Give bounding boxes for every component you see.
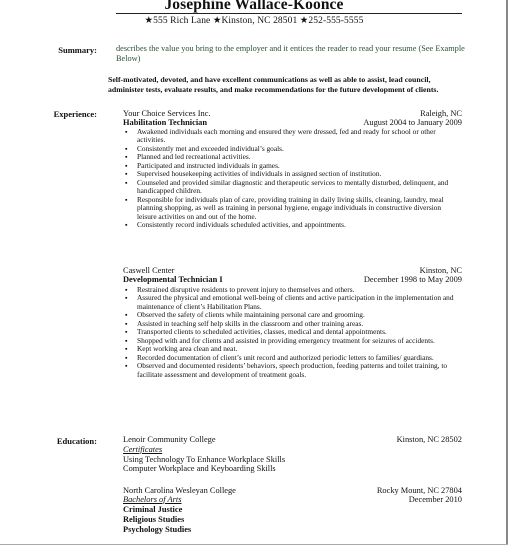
school-1-location: Kinston, NC 28502 (396, 435, 462, 444)
list-item: ▪ Assured the physical and emotional well-being of clients and active participation in the implementation and maintenance of client’s Habilitation Plans. (123, 294, 461, 311)
summary-instruction: describes the value you bring to the employer and it entices the reader to read your resume (See Example Below) (116, 44, 465, 63)
contact-line: ★555 Rich Lane ★Kinston, NC 28501 ★252-555-5555 (144, 16, 364, 26)
list-item: ▪ Consistently met and exceeded individual’s goals. (123, 145, 461, 153)
school-1-credential: Certificates (123, 445, 163, 454)
list-item: ▪ Recorded documentation of client’s unit record and authorized periodic letters to families/ guardians. (123, 354, 461, 362)
summary-text: Self-motivated, devoted, and have excellent communications as well as able to assist, lead council, administer tests, evaluate results, and make recommendations for the future development of clients. (108, 75, 439, 94)
school-2-item: Criminal Justice (123, 505, 183, 514)
job-2-title-row (123, 275, 462, 284)
job-1-title: Habilitation Technician (123, 118, 208, 127)
list-item: ▪ Counseled and provided similar diagnostic and therapeutic services to mentally disturbed, delinquent, and handicapped children. (123, 179, 461, 196)
school-2-name: North Carolina Wesleyan College (123, 486, 236, 495)
list-item: ▪ Kept working area clean and neat. (123, 345, 461, 353)
experience-label: Experience: (53, 109, 97, 119)
job-1-dates: August 2004 to January 2009 (363, 118, 462, 127)
school-2-dates: December 2010 (408, 495, 462, 504)
job-2-header (123, 266, 462, 275)
job-1-title-row (123, 118, 462, 127)
job-2-title: Developmental Technician I (123, 275, 223, 284)
job-1-company: Your Choice Services Inc. (123, 109, 211, 118)
list-item: ▪ Awakened individuals each morning and ensured they were dressed, fed and ready for school or other activities. (123, 128, 461, 145)
job-2-location: Kinston, NC (419, 266, 462, 275)
list-item: ▪ Transported clients to scheduled activities, classes, medical and dental appointments. (123, 328, 461, 336)
list-item: ▪ Restrained disruptive residents to prevent injury to themselves and others. (123, 286, 461, 294)
header-rule (116, 13, 462, 14)
school-1-header (123, 435, 462, 444)
education-label: Education: (56, 436, 97, 446)
school-2-header (123, 486, 462, 495)
list-item: ▪ Shopped with and for clients and assisted in providing emergency treatment for seizures of accidents. (123, 337, 461, 345)
school-2-location: Rocky Mount, NC 27804 (376, 486, 462, 495)
job-2-dates: December 1998 to May 2009 (363, 275, 462, 284)
list-item: ▪ Planned and led recreational activities. (123, 153, 461, 161)
job-1-bullets (123, 128, 461, 229)
school-2-item: Psychology Studies (123, 525, 192, 534)
list-item: ▪ Consistently record individuals scheduled activities, and appointments. (123, 221, 461, 229)
job-2-company: Caswell Center (123, 266, 175, 275)
list-item: ▪ Responsible for individuals plan of care, providing training in daily living skills, cleaning, laundry, meal planning shopping, as well as training in personal hygiene, engage individuals in constructive diversion leisure activities on and out of the home. (123, 196, 461, 221)
job-1-header (123, 109, 462, 118)
list-item: ▪ Participated and instructed individuals in games. (123, 162, 461, 170)
list-item: ▪ Observed and documented residents’ behaviors, speech production, feeding patterns and toilet training, to facilitate assessment and development of treatment goals. (123, 362, 461, 379)
school-1-item: Using Technology To Enhance Workplace Skills (123, 455, 286, 464)
school-2-credential: Bachelors of Arts (123, 495, 182, 504)
list-item: ▪ Observed the safety of clients while maintaining personal care and grooming. (123, 311, 461, 319)
job-1-location: Raleigh, NC (420, 109, 462, 118)
school-1-item: Computer Workplace and Keyboarding Skills (123, 464, 276, 473)
school-2-credential-row (123, 495, 462, 504)
summary-label: Summary: (58, 45, 97, 55)
school-1-name: Lenoir Community College (123, 435, 216, 444)
job-2-bullets (123, 286, 461, 379)
list-item: ▪ Assisted in teaching self help skills in the classroom and other training areas. (123, 320, 461, 328)
school-2-item: Religious Studies (123, 515, 185, 524)
candidate-name: Josephine Wallace-Koonce (164, 0, 344, 13)
list-item: ▪ Supervised housekeeping activities of individuals in assigned section of institution. (123, 170, 461, 178)
